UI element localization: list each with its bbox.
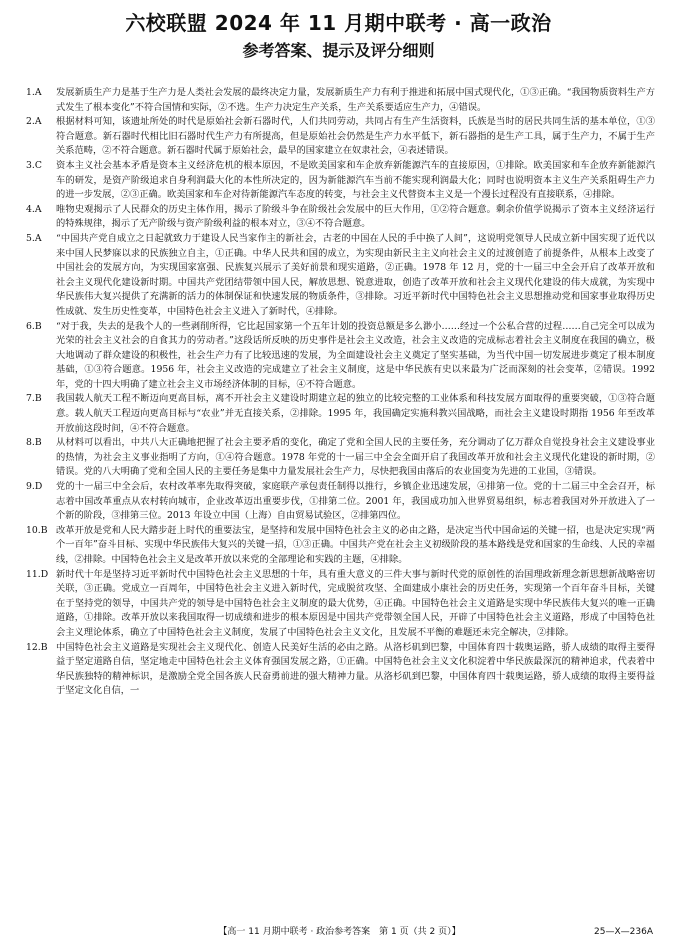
answer-number: 8.B [26, 437, 42, 449]
answer-number: 11.D [26, 568, 49, 580]
answer-item-10 [26, 524, 655, 568]
answer-item-2 [26, 115, 655, 159]
answer-number: 2.A [26, 116, 42, 128]
answer-item-1 [26, 86, 655, 115]
answer-explanation: 唯物史观揭示了人民群众的历史主体作用，揭示了阶级斗争在阶级社会发展中的巨大作用，①②符合题意。剩余价值学说揭示了资本主义经济运行的特殊规律，揭示了无产阶级与资产阶级利益的根本对立，③④不符合题意。 [56, 203, 655, 230]
answer-explanation: 中国特色社会主义道路是实现社会主义现代化、创造人民美好生活的必由之路。从洛杉矶到巴黎，中国体育四十载奥运路，骄人成绩的取得主要得益于坚定道路自信，坚定地走中国特色社会主义体育强国发展之路，①正确。中国特色社会主义文化积淀着中华民族最深沉的精神追求，代表着中华民族独特的精神标识，是激励全党全国各族人民奋勇前进的强大精神力量。从洛杉矶到巴黎，中国体育四十载奥运路，骄人成绩的取得主要得益于坚定文化自信，一 [56, 641, 655, 697]
answer-item-12 [26, 641, 655, 699]
answer-item-11 [26, 568, 655, 641]
page-title: 六校联盟 2024 年 11 月期中联考 · 高一政治 [125, 11, 552, 35]
answer-explanation: 根据材料可知，该遗址所处的时代是原始社会新石器时代，人们共同劳动，共同占有生产生活资料，氏族是当时的居民共同生活的基本单位，①③符合题意。新石器时代相比旧石器时代生产力有所提高，但是原始社会仍然是生产力水平低下，新石器指的是生产工具，属于生产力，不属于生产关系范畴，②不符合题意。新石器时代属于原始社会，最早的国家建立在奴隶社会，④表述错误。 [56, 116, 655, 157]
answer-number: 9.D [26, 481, 43, 493]
answer-number: 1.A [26, 87, 42, 98]
answer-explanation: 从材料可以看出，中共八大正确地把握了社会主要矛盾的变化，确定了党和全国人民的主要任务，充分调动了亿万群众自觉投身社会主义建设事业的热情，为社会主义事业指明了方向，①④符合题意。1978 年党的十一届三中全会全面开启了我国改革开放和社会主义现代化建设的新时期，②错误。党的八大明确了党和全国人民的主要任务是集中力量发展社会生产力，尽快把我国由落后的农业国变为先进的工业国，③错误。 [56, 437, 655, 478]
answer-number: 12.B [26, 641, 48, 653]
answer-number: 10.B [26, 524, 48, 536]
footer-paper-code: 25—X—236A [594, 927, 653, 937]
answer-item-8 [26, 436, 655, 480]
answer-item-6 [26, 320, 655, 393]
answer-item-9 [26, 480, 655, 524]
answer-number: 5.A [26, 232, 42, 244]
answer-explanation: 我国载人航天工程不断迈向更高目标，离不开社会主义建设时期建立起的独立的比较完整的工业体系和科技发展方面取得的重要突破，①③符合题意。载人航天工程迈向更高目标与“农业”并无直接关系，②排除。1995 年，我国确定实施科教兴国战略，而社会主义建设时期指 1956 年至改革开放前这段时间，④不符合题意。 [56, 393, 655, 434]
page-footer [26, 926, 653, 938]
footer-page-info: 【高一 11 月期中联考 · 政治参考答案 第 1 页（共 2 页）】 [218, 927, 461, 937]
answer-item-3 [26, 159, 655, 203]
answer-item-4 [26, 203, 655, 232]
answer-explanation: 发展新质生产力是基于生产力是人类社会发展的最终决定力量，发展新质生产力有利于推进和拓展中国式现代化，①③正确。“我国物质资料生产方式发生了根本变化”不符合国情和实际，②不选。生产力决定生产关系，生产关系要适应生产力，④错误。 [56, 87, 655, 113]
answer-explanation: 资本主义社会基本矛盾是资本主义经济危机的根本原因，不是欧美国家和车企放弃新能源汽车的直接原因，①排除。欧美国家和车企放弃新能源汽车的研发，是资产阶级追求自身利润最大化的本性所决定的，因为新能源汽车当前不能实现利润最大化；同时也说明资本主义生产关系阻碍生产力的进一步发展，②③正确。欧美国家和车企对待新能源汽车态度的转变，与社会主义代替资本主义是一个漫长过程没有直接联系，④排除。 [56, 159, 655, 201]
answer-number: 3.C [26, 159, 42, 171]
page-subtitle: 参考答案、提示及评分细则 [242, 41, 435, 60]
answer-explanation: “对于我，失去的是我个人的一些剥削所得，它比起国家第一个五年计划的投资总额是多么渺小……经过一个公私合营的过程……自己完全可以成为光荣的社会主义社会的自食其力的劳动者。”这段话所反映的历史事件是社会主义改造，社会主义改造的完成标志着社会主义制度在我国的确立，极大地调动了群众建设的积极性，社会生产力有了比较迅速的发展，为全面建设社会主义奠定了坚实基础，为当代中国一切发展进步奠定了根本制度基础，①③符合题意。1956 年，社会主义改造的完成建立了社会主义制度，这是中华民族有史以来最为广泛而深刻的社会变革，②错误。1992 年，党的十四大明确了建立社会主义市场经济体制的目标，④不符合题意。 [56, 320, 655, 390]
answer-explanation: 改革开放是党和人民大踏步赶上时代的重要法宝，是坚持和发展中国特色社会主义的必由之路，是决定当代中国命运的关键一招，也是决定实现“两个一百年”奋斗目标、实现中华民族伟大复兴的关键一招，①③正确。中国共产党在社会主义初级阶段的基本路线是党和国家的生命线、人民的幸福线，②排除。中国特色社会主义是改革开放以来党的全部理论和实践的主题，④排除。 [56, 524, 655, 565]
answer-item-5 [26, 232, 655, 320]
answer-explanation: 党的十一届三中全会后，农村改革率先取得突破，家庭联产承包责任制得以推行，乡镇企业迅速发展，④排第一位。党的十二届三中全会召开，标志着中国改革重点从农村转向城市，企业改革迈出重要步伐，①排第二位。2001 年，我国成功加入世界贸易组织，标志着我国对外开放进入了一个新的阶段，③排第三位。2013 年设立中国（上海）自由贸易试验区，②排第四位。 [56, 481, 655, 522]
answer-list [26, 86, 655, 699]
answer-explanation: 新时代十年是坚持习近平新时代中国特色社会主义思想的十年，具有重大意义的三件大事与新时代党的原创性的治国理政新理念新思想新战略密切关联，③正确。党成立一百周年，中国特色社会主义进入新时代，完成脱贫攻坚、全面建成小康社会的历史任务，实现第一个百年奋斗目标，关键在于坚持党的领导，中国共产党的领导是中国特色社会主义制度的最大优势，④正确。中国特色社会主义道路是实现中华民族伟大复兴的唯一正确道路，①排除。改革开放以来我国取得一切成绩和进步的根本原因是中国共产党带领全国人民，开辟了中国特色社会主义道路，形成了中国特色社会主义理论体系，确立了中国特色社会主义制度，发展了中国特色社会主义文化，且发展不平衡的难题还未完全解决，②排除。 [56, 568, 655, 638]
answer-number: 6.B [26, 320, 42, 332]
answer-explanation: “中国共产党自成立之日起就致力于建设人民当家作主的新社会，古老的中国在人民的手中换了人间”，这说明党领导人民成立新中国实现了近代以来中国人民梦寐以求的民族独立自主，①正确。中华人民共和国的成立，为实现由新民主主义向社会主义的过渡创造了前提条件，从根本上改变了中国社会的发展方向，为实现国家富强、民族复兴展示了美好前景和现实道路，②正确。1978 年 12 月，党的十一届三中全会开启了改革开放和社会主义现代化建设新时期。中国共产党团结带领中国人民，解放思想、锐意进取，创造了改革开放和社会主义现代化建设的伟大成就，为实现中华民族伟大复兴提供了充满新的活力的体制保证和快速发展的物质条件，③排除。习近平新时代中国特色社会主义思想推动党和国家事业取得历史性成就、发生历史性变革，中国特色社会主义进入了新时代，④排除。 [56, 232, 655, 317]
answer-item-7 [26, 392, 655, 436]
answer-number: 4.A [26, 203, 42, 215]
answer-number: 7.B [26, 393, 42, 405]
